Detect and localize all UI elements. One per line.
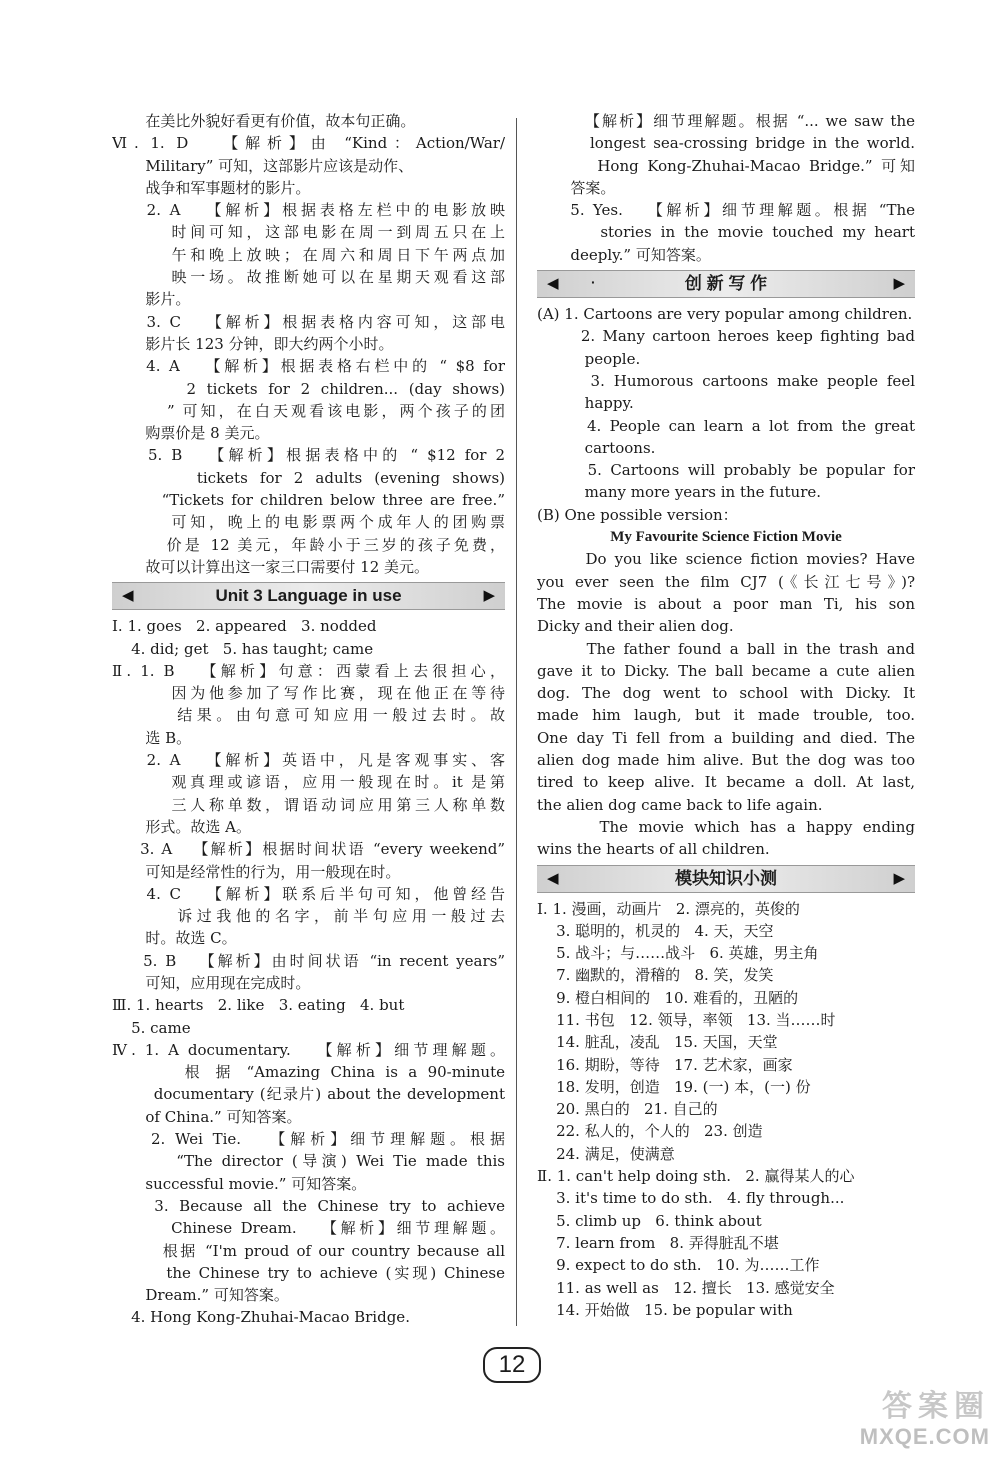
text-line: 5. Yes. 【解析】细节理解题。根据 “The [537,201,915,220]
text-line: “The director (导演) Wei Tie made this [112,1152,505,1171]
text-line: alien dog made him alive. But the dog was too [537,751,915,770]
text-line: Ⅵ. 1. D 【解析】由 “Kind：Action/War/ [112,134,505,153]
text-line: Dream.” 可知答案。 [112,1286,289,1305]
text-line: dog. The dog went to school with Dicky. It [537,684,915,703]
text-line: 时间可知，这部电影在周一到周五只在上 [112,223,505,242]
text-line: 【解析】细节理解题。根据 “... we saw the [537,112,915,130]
text-line: 2. Many cartoon heroes keep fighting bad [537,327,915,346]
column-divider [516,118,517,1326]
text-line: Ⅱ. 1. can't help doing sth. 2. 赢得某人的心 [537,1167,855,1186]
section-title: 模块知识小测 [675,868,777,888]
text-line: 5. Cartoons will probably be popular for [537,461,915,480]
text-line: the alien dog came back to life again. [537,795,823,814]
text-line: 5. B 【解析】根据表格中的 “ $12 for 2 [112,446,505,465]
text-line: cartoons. [537,438,656,457]
text-line: The movie which has a happy ending [537,817,915,836]
text-line: Ⅰ. 1. 漫画，动画片 2. 漂亮的，英俊的 [537,899,800,918]
text-line: Do you like science fiction movies? Have [537,550,915,569]
text-line: 选 B。 [112,728,192,747]
text-line: 时。故选 C。 [112,929,237,948]
arrow-right-icon: ▶ [893,275,905,293]
text-line: The movie is about a poor man Ti, his son [537,594,915,613]
text-line: 2. A 【解析】英语中，凡是客观事实、客 [112,751,505,770]
text-line: 影片。 [112,290,191,309]
text-line: 7. 幽默的，滑稽的 8. 笑，发笑 [537,966,774,985]
text-line: 3. A 【解析】根据时间状语 “every weekend” [112,840,505,859]
arrow-left-icon: ◀ [547,869,559,887]
text-line: you ever seen the film CJ7 (《长江七号》)? [537,572,915,591]
text-line: Ⅱ. 1. B 【解析】句意：西蒙看上去很担心， [112,661,505,680]
text-line: 根据 “I'm proud of our country because all [112,1241,505,1260]
text-line: Military” 可知，这部影片应该是动作、 [112,156,414,175]
text-line: 结果。由句意可知应用一般过去时。故 [112,706,505,725]
text-line: 价是 12 美元，年龄小于三岁的孩子免费， [112,535,505,554]
text-line: One day Ti fell from a building and died. The [537,728,915,747]
text-line: 可知是经常性的行为，用一般现在时。 [112,862,401,881]
text-line: 在美比外貌好看更有价值，故本句正确。 [112,112,416,130]
text-line: 5. 战斗；与……战斗 6. 英雄，男主角 [537,944,819,963]
arrow-left-icon: ◀ [122,587,134,605]
text-line: The father found a ball in the trash and [537,639,915,658]
text-line: Dicky and their alien dog. [537,617,734,636]
arrow-left-icon: ◀ [547,275,559,293]
text-line: 14. 脏乱，凌乱 15. 天国，天堂 [537,1033,778,1052]
text-line: Ⅲ. 1. hearts 2. like 3. eating 4. but [112,996,405,1015]
text-line: 16. 期盼，等待 17. 艺术家，画家 [537,1055,793,1074]
text-line: made him laugh, but it made trouble, too. [537,706,915,725]
text-line: 4. did; get 5. has taught; came [112,639,374,658]
text-line: 因为他参加了写作比赛，现在他正在等待 [112,684,505,703]
text-line: 20. 黑白的 21. 自己的 [537,1100,718,1119]
text-line: 5. B 【解析】由时间状语 “in recent years” [112,951,505,970]
text-line: 11. as well as 12. 擅长 13. 感觉安全 [537,1278,835,1297]
text-line: 14. 开始做 15. be popular with [537,1300,793,1319]
section-header [537,865,915,893]
text-line: 3. it's time to do sth. 4. fly through... [537,1189,845,1208]
text-line: 3. Humorous cartoons make people feel [537,371,915,390]
text-line: Ⅳ. 1. A documentary. 【解析】细节理解题。 [112,1040,505,1059]
text-line: 11. 书包 12. 领导，率领 13. 当……时 [537,1010,836,1029]
text-line: deeply.” 可知答案。 [537,245,711,264]
section-header [112,582,505,610]
text-line: 可知，应用现在完成时。 [112,973,311,992]
text-line: 购票价是 8 美元。 [112,424,270,443]
text-line: wins the hearts of all children. [537,840,770,859]
text-line: (B) One possible version： [537,505,738,524]
text-line: 影片长 123 分钟，即大约两个小时。 [112,334,394,353]
text-line: stories in the movie touched my heart [537,223,915,242]
text-line: 观真理或谚语，应用一般现在时。it 是第 [112,773,505,792]
watermark-logo [780,1390,990,1452]
arrow-right-icon: ▶ [893,869,905,887]
text-line: 根 据 “Amazing China is a 90-minute [112,1063,505,1082]
section-title: Unit 3 Language in use [215,586,402,606]
text-line: 三人称单数，谓语动词应用第三人称单数 [112,795,505,814]
text-line: Hong Kong-Zhuhai-Macao Bridge.” 可知 [537,156,915,175]
text-line: 9. expect to do sth. 10. 为……工作 [537,1256,820,1275]
text-line: 战争和军事题材的影片。 [112,178,311,197]
text-line: the Chinese try to achieve (实现) Chinese [112,1263,505,1282]
watermark-bottom: MXQE.COM [859,1424,990,1449]
dot-icon: · [591,274,596,291]
text-line: many more years in the future. [537,483,822,502]
section-title: 创 新 写 作 [684,274,768,294]
arrow-right-icon: ▶ [483,587,495,605]
text-line: 映一场。故推断她可以在星期天观看这部 [112,268,505,287]
right-column [537,110,915,1321]
text-line: gave it to Dicky. The ball became a cute alien [537,661,915,680]
text-line: 2. Wei Tie. 【解析】细节理解题。根据 [112,1130,505,1149]
text-line: tired to keep alive. It became a doll. At last, [537,773,915,792]
text-line: 形式。故选 A。 [112,817,251,836]
text-line: 答案。 [537,178,616,197]
watermark-top: 答案圈 [882,1389,990,1424]
text-line: 3. C 【解析】根据表格内容可知，这部电 [112,312,505,331]
text-line: longest sea-crossing bridge in the world. [537,134,915,153]
text-line: 3. 聪明的，机灵的 4. 天，天空 [537,921,774,940]
page-number: 12 [483,1347,541,1383]
text-line: 午和晚上放映；在周六和周日下午两点加 [112,245,505,264]
text-line: of China.” 可知答案。 [112,1107,302,1126]
text-line: documentary (纪录片) about the development [112,1085,505,1104]
text-line: (A) 1. Cartoons are very popular among children. [537,305,913,324]
section-header [537,270,915,298]
text-line: successful movie.” 可知答案。 [112,1174,367,1193]
text-line: 3. Because all the Chinese try to achieve [112,1196,505,1215]
text-line: 2 tickets for 2 children... (day shows) [112,379,505,398]
text-line: 4. C 【解析】联系后半句可知，他曾经告 [112,884,505,903]
text-line: 7. learn from 8. 弄得脏乱不堪 [537,1233,779,1252]
text-line: 2. A 【解析】根据表格左栏中的电影放映 [112,201,505,220]
text-line: 5. climb up 6. think about [537,1211,762,1230]
text-line: tickets for 2 adults (evening shows) [112,468,505,487]
text-line: 4. Hong Kong-Zhuhai-Macao Bridge. [112,1308,410,1327]
text-line: Chinese Dream. 【解析】细节理解题。 [112,1219,505,1238]
text-line: 18. 发明，创造 19. (一) 本，(一) 份 [537,1077,811,1096]
text-line: ” 可知，在白天观看该电影，两个孩子的团 [112,401,505,420]
text-line: “Tickets for children below three are free.” [112,491,505,510]
text-line: 9. 橙白相间的 10. 难看的，丑陋的 [537,988,799,1007]
left-column [112,110,505,1329]
essay-title: My Favourite Science Fiction Movie [610,529,842,546]
text-line: happy. [537,394,634,413]
text-line: 故可以计算出这一家三口需要付 12 美元。 [112,557,430,576]
text-line: 4. People can learn a lot from the great [537,416,915,435]
text-line: Ⅰ. 1. goes 2. appeared 3. nodded [112,617,377,636]
text-line: 22. 私人的，个人的 23. 创造 [537,1122,763,1141]
text-line: 4. A 【解析】根据表格右栏中的 “ $8 for [112,357,505,376]
text-line: 5. came [112,1018,191,1037]
text-line: people. [537,349,641,368]
text-line: 24. 满足，使满意 [537,1144,675,1163]
text-line: 可知，晚上的电影票两个成年人的团购票 [112,513,505,532]
text-line: 诉过我他的名字，前半句应用一般过去 [112,907,505,926]
